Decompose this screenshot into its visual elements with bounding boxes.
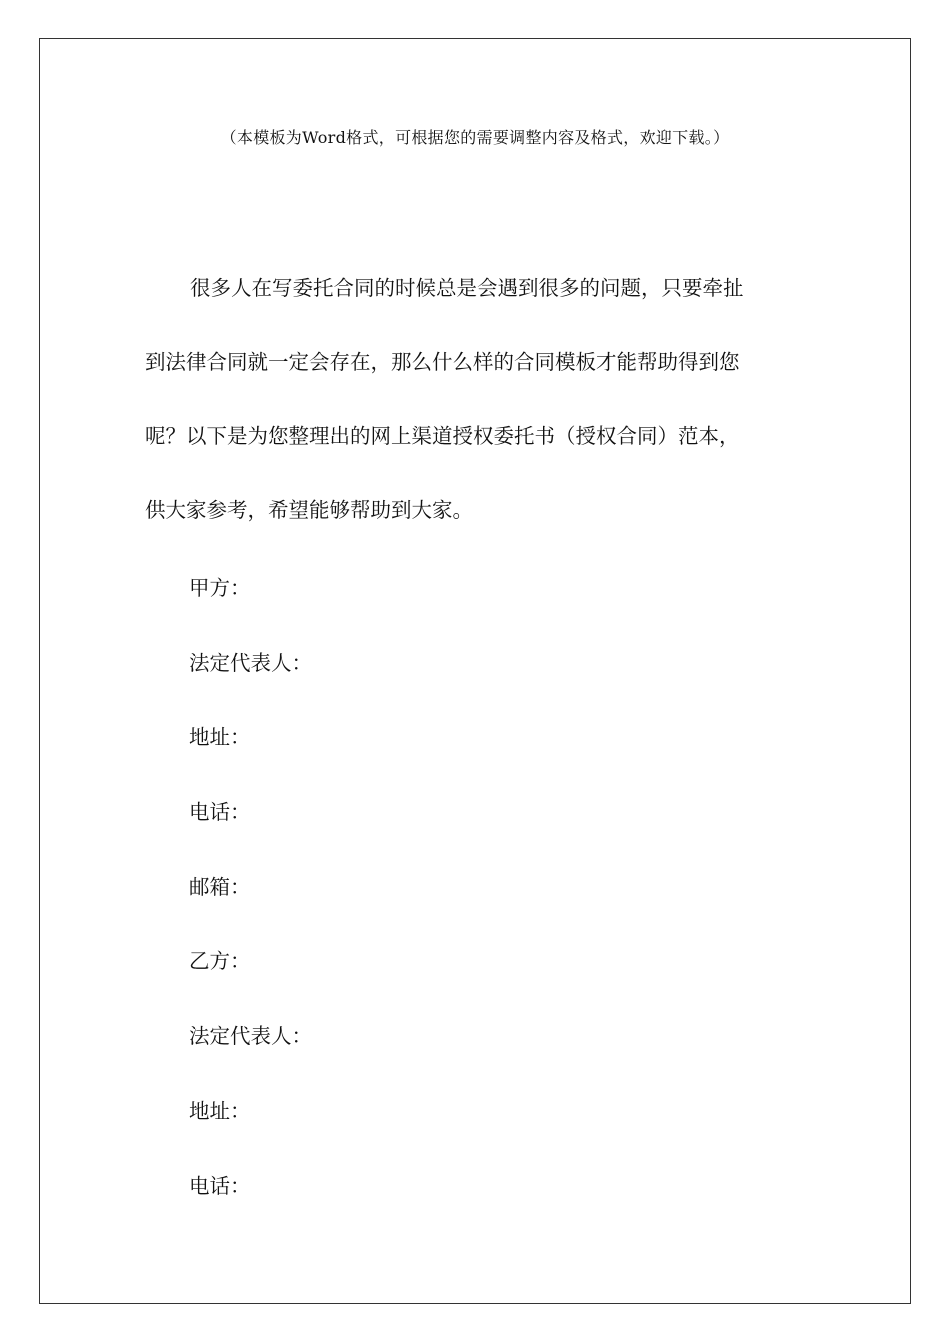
intro-line: 供大家参考，希望能够帮助到大家。 (145, 498, 473, 522)
intro-line: 呢？以下是为您整理出的网上渠道授权委托书（授权合同）范本， (145, 424, 740, 448)
party-a-email-label: 邮箱： (189, 874, 251, 899)
party-fields (189, 570, 312, 1242)
party-b-phone-label: 电话： (189, 1173, 251, 1198)
party-a-legal-rep-label: 法定代表人： (189, 650, 312, 675)
template-note: （本模板为Word格式，可根据您的需要调整内容及格式，欢迎下载。） (220, 128, 730, 147)
party-b-address-label: 地址： (189, 1098, 251, 1123)
party-a-address-label: 地址： (189, 725, 251, 750)
party-b-legal-rep-label: 法定代表人： (189, 1024, 312, 1049)
party-a-phone-label: 电话： (189, 800, 251, 825)
page-frame (39, 38, 911, 1304)
party-a-label: 甲方： (189, 576, 251, 600)
intro-line: 到法律合同就一定会存在，那么什么样的合同模板才能帮助得到您 (145, 350, 740, 374)
party-b-label: 乙方： (189, 949, 251, 974)
intro-line: 很多人在写委托合同的时候总是会遇到很多的问题，只要牵扯 (190, 276, 744, 300)
intro-paragraph (145, 270, 805, 566)
